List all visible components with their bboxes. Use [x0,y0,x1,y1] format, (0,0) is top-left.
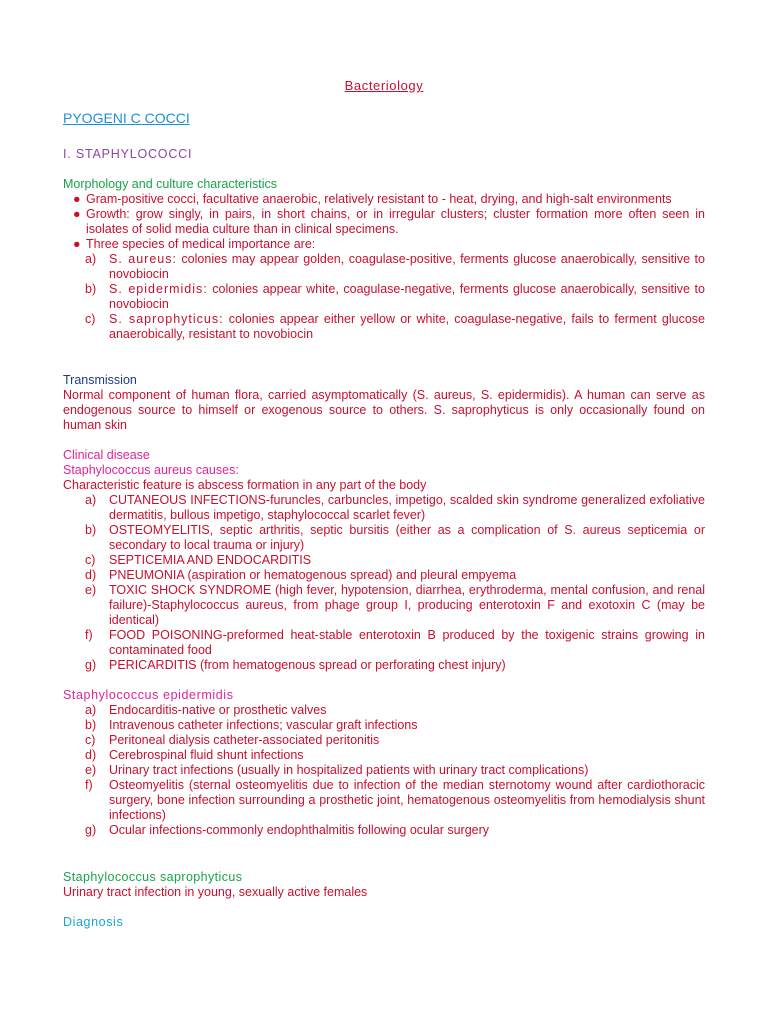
species-item: c) S. saprophyticus: colonies appear either yellow or white, coagulase-negative, fails to ferment glucose anaerobically, resistant to novobiocin [85,312,705,341]
diagnosis-heading: Diagnosis [63,915,124,929]
bullet-item: ● Gram-positive cocci, facultative anaerobic, relatively resistant to - heat, drying, and high-salt environments [73,192,672,206]
list-item: c) SEPTICEMIA AND ENDOCARDITIS [85,553,312,567]
list-item: g) Ocular infections-commonly endophthalmitis following ocular surgery [85,823,490,837]
species-name: S. epidermidis: [109,282,208,296]
document-title: Bacteriology [344,78,424,93]
list-item: c) Peritoneal dialysis catheter-associated peritonitis [85,733,380,747]
species-name: S. aureus: [109,252,177,266]
list-item: b) Intravenous catheter infections; vascular graft infections [85,718,418,732]
list-item: d) PNEUMONIA (aspiration or hematogenous spread) and pleural empyema [85,568,517,582]
bullet-dot-icon: ● [73,192,81,206]
species-item: a) S. aureus: colonies may appear golden, coagulase-positive, ferments glucose anaerobically, sensitive to novobiocin [85,252,705,281]
saprophyticus-heading: Staphylococcus saprophyticus [63,870,243,884]
list-item: a) Endocarditis-native or prosthetic valves [85,703,327,717]
clinical-heading: Clinical disease [63,448,150,462]
morphology-bullet-list [63,192,705,252]
morphology-section [63,177,705,342]
transmission-heading: Transmission [63,373,137,387]
list-item: d) Cerebrospinal fluid shunt infections [85,748,304,762]
species-list [63,252,705,342]
epidermidis-section [63,688,705,838]
bullet-item: ● Growth: grow singly, in pairs, in short chains, or in irregular clusters; cluster formation more often seen in isolates of solid media culture than in clinical specimens. [73,207,705,236]
species-item: b) S. epidermidis: colonies appear white, coagulase-negative, ferments glucose anaerobically, sensitive to novobiocin [85,282,705,311]
transmission-text: Normal component of human flora, carried asymptomatically (S. aureus, S. epidermidis). A human can serve as endogenous source to himself or exogenous source to others. S. saprophyticus is only occasionally found on human skin [63,388,705,432]
clinical-intro: Characteristic feature is abscess formation in any part of the body [63,478,427,492]
list-item: e) TOXIC SHOCK SYNDROME (high fever, hypotension, diarrhea, erythroderma, mental confusion, and renal failure)-Staphylococcus aureus, from phage group I, producing enterotoxin F and exotoxin C (may be identical) [85,583,705,627]
list-item: f) FOOD POISONING-preformed heat-stable enterotoxin B produced by the toxigenic strains growing in contaminated food [85,628,705,657]
clinical-subheading: Staphylococcus aureus causes: [63,463,239,477]
clinical-section [63,448,705,673]
epidermidis-list [63,703,705,838]
list-item: f) Osteomyelitis (sternal osteomyelitis due to infection of the median sternotomy wound after cardiothoracic surgery, bone infection surrounding a prosthetic joint, hematogenous osteomyelitis from hemodialysis shunt infections) [85,778,705,822]
list-item: b) OSTEOMYELITIS, septic arthritis, septic bursitis (either as a complication of S. aureus septicemia or secondary to local trauma or injury) [85,523,705,552]
clinical-list [63,493,705,673]
list-item: g) PERICARDITIS (from hematogenous spread or perforating chest injury) [85,658,506,672]
heading-pyogenic-cocci: PYOGENI C COCCI [63,110,190,126]
list-item: a) CUTANEOUS INFECTIONS-furuncles, carbuncles, impetigo, scalded skin syndrome generalized exfoliative dermatitis, bullous impetigo, staphylococcal scarlet fever) [85,493,705,522]
bullet-dot-icon: ● [73,237,81,251]
saprophyticus-text: Urinary tract infection in young, sexually active females [63,885,368,899]
heading-staphylococci: I. STAPHYLOCOCCI [63,147,193,161]
bullet-item: ● Three species of medical importance are: [73,237,316,251]
transmission-section [63,373,705,433]
list-item: e) Urinary tract infections (usually in hospitalized patients with urinary tract complications) [85,763,589,777]
species-name: S. saprophyticus: [109,312,224,326]
saprophyticus-section [63,870,705,900]
morphology-heading: Morphology and culture characteristics [63,177,277,191]
epidermidis-heading: Staphylococcus epidermidis [63,688,234,702]
bullet-dot-icon: ● [73,207,81,221]
